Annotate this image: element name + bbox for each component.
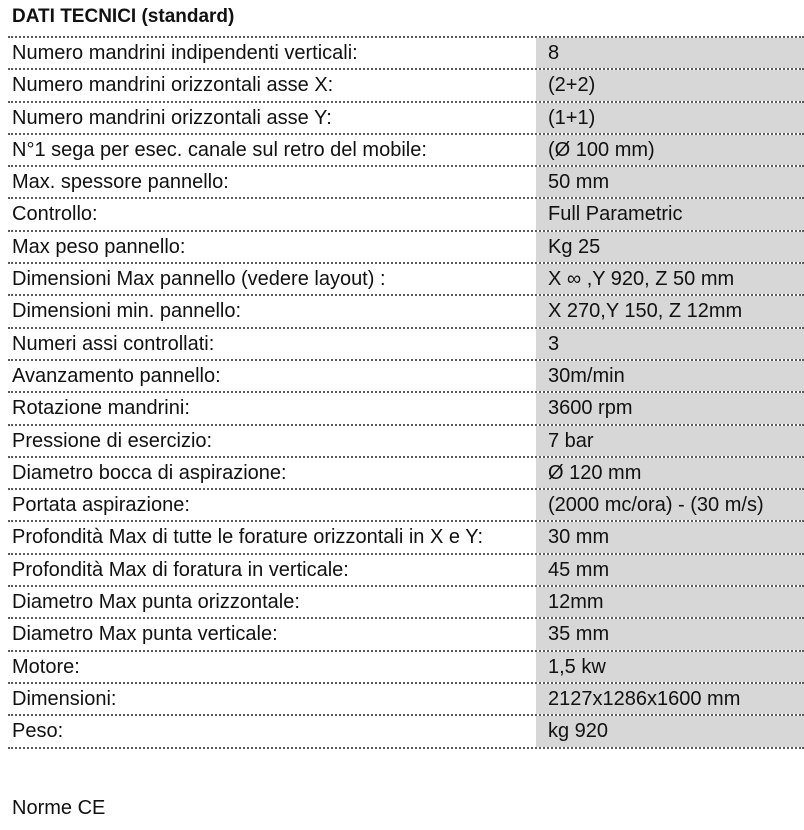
spec-value: (2+2) [536,70,804,100]
spec-row [8,103,804,135]
spec-row [8,716,804,748]
spec-value: 3 [536,329,804,359]
spec-row [8,70,804,102]
spec-row [8,619,804,651]
spec-label: Peso: [8,716,536,746]
spec-label: Numeri assi controllati: [8,329,536,359]
spec-value: 30 mm [536,522,804,552]
footer-note: Norme CE [12,797,106,819]
spec-label: Portata aspirazione: [8,490,536,520]
spec-label: Numero mandrini orizzontali asse Y: [8,103,536,133]
spec-label: Profondità Max di foratura in verticale: [8,555,536,585]
spec-row [8,38,804,70]
spec-value: 8 [536,38,804,68]
spec-value: 2127x1286x1600 mm [536,684,804,714]
spec-label: Pressione di esercizio: [8,426,536,456]
spec-row [8,199,804,231]
spec-value: Ø 120 mm [536,458,804,488]
spec-value: (Ø 100 mm) [536,135,804,165]
spec-value: 50 mm [536,167,804,197]
spec-row [8,684,804,716]
spec-row [8,522,804,554]
spec-value: (1+1) [536,103,804,133]
spec-value: 45 mm [536,555,804,585]
spec-label: Max peso pannello: [8,232,536,262]
spec-label: Rotazione mandrini: [8,393,536,423]
spec-value: 7 bar [536,426,804,456]
spec-label: Dimensioni: [8,684,536,714]
spec-label: Numero mandrini orizzontali asse X: [8,70,536,100]
spec-label: Numero mandrini indipendenti verticali: [8,38,536,68]
spec-row [8,264,804,296]
spec-value: Kg 25 [536,232,804,262]
spec-label: Motore: [8,652,536,682]
spec-row [8,361,804,393]
spec-value: X 270,Y 150, Z 12mm [536,296,804,326]
spec-row [8,426,804,458]
spec-row [8,555,804,587]
spec-row [8,587,804,619]
spec-row [8,232,804,264]
spec-value: Full Parametric [536,199,804,229]
spec-label: Dimensioni Max pannello (vedere layout) : [8,264,536,294]
spec-row [8,458,804,490]
section-title: DATI TECNICI (standard) [12,6,235,27]
spec-row [8,296,804,328]
spec-row [8,329,804,361]
spec-label: N°1 sega per esec. canale sul retro del mobile: [8,135,536,165]
spec-label: Diametro bocca di aspirazione: [8,458,536,488]
spec-table [8,36,804,749]
spec-row [8,652,804,684]
spec-value: (2000 mc/ora) - (30 m/s) [536,490,804,520]
spec-value: 12mm [536,587,804,617]
spec-label: Controllo: [8,199,536,229]
spec-value: 35 mm [536,619,804,649]
spec-value: kg 920 [536,716,804,746]
spec-label: Max. spessore pannello: [8,167,536,197]
spec-value: 30m/min [536,361,804,391]
spec-label: Dimensioni min. pannello: [8,296,536,326]
spec-label: Diametro Max punta orizzontale: [8,587,536,617]
spec-row [8,135,804,167]
spec-label: Avanzamento pannello: [8,361,536,391]
spec-label: Profondità Max di tutte le forature orizzontali in X e Y: [8,522,536,552]
spec-label: Diametro Max punta verticale: [8,619,536,649]
spec-row [8,393,804,425]
spec-value: X ∞ ,Y 920, Z 50 mm [536,264,804,294]
spec-value: 1,5 kw [536,652,804,682]
spec-row [8,490,804,522]
spec-row [8,167,804,199]
spec-value: 3600 rpm [536,393,804,423]
